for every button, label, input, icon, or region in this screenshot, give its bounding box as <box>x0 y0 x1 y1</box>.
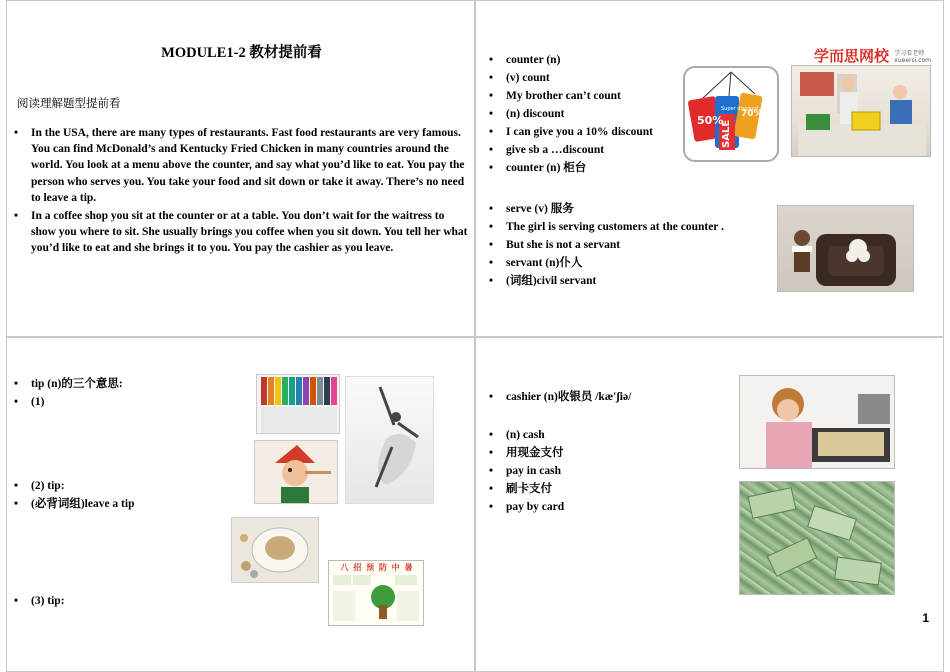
slide-2 <box>475 0 944 337</box>
tip-meaning-3-list <box>9 592 65 610</box>
list-item: • (1) <box>9 393 123 411</box>
slide-4 <box>475 337 944 672</box>
store-counter-photo <box>791 65 931 157</box>
svg-text:70%: 70% <box>741 109 763 119</box>
list-item: • (v) count <box>484 69 653 87</box>
list-item: • (词组)civil servant <box>484 272 724 290</box>
list-item: • give sb a …discount <box>484 141 653 159</box>
list-item: • But she is not a servant <box>484 236 724 254</box>
monkey-servant-photo <box>777 205 914 292</box>
svg-text:Super discount: Super discount <box>721 106 759 112</box>
list-item: • (n) discount <box>484 105 653 123</box>
list-item: • servant (n)仆人 <box>484 254 724 272</box>
counter-word-list <box>484 51 653 177</box>
slide-title: MODULE1-2 教材提前看 <box>161 45 322 61</box>
pinocchio-image <box>254 440 338 504</box>
list-item: • counter (n) 柜台 <box>484 159 653 177</box>
list-item: • pay by card <box>484 498 564 516</box>
slide-subtitle: 阅读理解题型提前看 <box>17 98 121 110</box>
list-item: • The girl is serving customers at the counter . <box>484 218 724 236</box>
list-item: • counter (n) <box>484 51 653 69</box>
list-item: • (2) tip: <box>9 477 134 495</box>
list-item: • (必背词组)leave a tip <box>9 495 134 513</box>
tip-meaning-2-list <box>9 477 134 513</box>
list-item: • cashier (n)收银员 /kæ'ʃiə/ <box>484 388 631 406</box>
list-item: • tip (n)的三个意思: <box>9 375 123 393</box>
sale-tags-image <box>683 66 779 162</box>
reading-paragraphs <box>9 125 471 259</box>
svg-text:SALE: SALE <box>721 119 732 148</box>
cashier-photo <box>739 375 895 469</box>
slide-3 <box>6 337 475 672</box>
slide-1 <box>6 0 475 337</box>
ballet-dancer-image <box>345 376 434 504</box>
cashier-word-list <box>484 388 631 406</box>
list-item: • (n) cash <box>484 426 564 444</box>
list-item: • 刷卡支付 <box>484 480 564 498</box>
list-item: • serve (v) 服务 <box>484 200 724 218</box>
dollar-bills-photo <box>739 481 895 595</box>
coffee-and-coins-image <box>231 517 319 583</box>
paragraph-fast-food: • In the USA, there are many types of restaurants. Fast food restaurants are very famous. You can find McDonald’s and Kentucky Fried Chicken in many countries around the world. You look at a menu above the counter, and say what you’d like to eat. You pay the person who serves you. You take your food and sit down or take it away. There’s no need to leave a tip. <box>9 125 471 206</box>
list-item: • My brother can’t count <box>484 87 653 105</box>
payment-word-list <box>484 426 564 516</box>
heatstroke-prevention-poster <box>328 560 424 626</box>
list-item: • (3) tip: <box>9 592 65 610</box>
tip-meanings-list <box>9 375 123 411</box>
svg-text:50%: 50% <box>697 114 724 127</box>
page-number: 1 <box>922 611 929 625</box>
xueersi-logo: 学而思网校 学习看老师 xueersi.com <box>814 47 931 65</box>
poster-title: 八 招 预 防 中 暑 <box>340 563 414 572</box>
list-item: • pay in cash <box>484 462 564 480</box>
list-item: • I can give you a 10% discount <box>484 123 653 141</box>
serve-word-list <box>484 200 724 290</box>
list-item: • 用现金支付 <box>484 444 564 462</box>
sale-tags-icon <box>685 68 777 160</box>
paragraph-coffee-shop: • In a coffee shop you sit at the counter or at a table. You don’t wait for the waitress to show you where to sit. She usually brings you coffee when you sit down. You tell her what you’d like to eat and she brings it to you. You pay the cashier as you leave. <box>9 208 471 257</box>
colored-pencils-image <box>256 374 340 434</box>
